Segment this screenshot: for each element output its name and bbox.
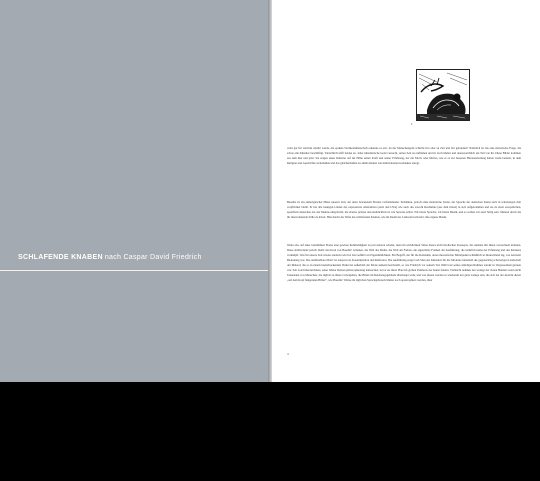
woodcut-image [417,70,469,120]
paragraph-text: Baselitz ist ein anthetypischer Maler unserer Zeit, der unter bewusstem Einsatz verfremdender Techniken, jedoch ohne malerische Ironie, der Sprache der deutschen Kunst auch in schwierigen Zeit verpflichtet bleibt. Er hat alle heutigen Länder der expressiven Abstraktion (auch den USA) wie auch des sowohl Realismus (aus dem Osten) in sich aufgenommen und sie zu einer europäischen, spezifisch deutschen Art des Malens umgeformt, die ebenso präzise und eindrücklich ist wie Sprache selbst. Wir hören Sprache, wir hören Musik, und so sollten wir auch Stilig sein. Malerei durch die ihr innewohnende Stille zu hören. Hier macht der Stille des schlafenden Knaben, wie im Raum der Leinwand schwebt, ihre eigene Musik. [287,200,521,219]
page-number: 4 [287,352,289,356]
chapter-title-main: SCHLAFENDE KNABEN [18,254,103,261]
body-paragraph-1 [287,146,521,166]
chapter-title [18,254,270,261]
paragraph-text: Wenn also auf einer bestimmten Ebene eine gewisse Rohmeldigkeit zu provozieren scheint, denn im wirklichkeit Sinne dieses nicht modischen Konzepts, das niemals mit Ihnen verwechselt könnten. Diese Ambivalenz jedoch bleibt den Kern von Baselitz' Arbeiten, die Welt des Malns, die Welt am Farben, die eigentliche Freiheit der Ausführung, die natürlich keine der Erfahrung und des Könnens verknüpft. Was für unsere Zeit wieder entdeckt wird ist das Gefühl von Eigentümlichkeit. Ein Begriff, der für die Romantik, deren theoretischer Mittelpunkt schließlich in Deutschland lag, von zentraler Bedeutung war. Das unmittelbare Motiv ist Ansporn zu Kontemplation und Reflexion. Die Ausführung zeugt vom Sinn des Künstlers für die Moderne innerhalb der gegenwärtig schwierigen Landschaft der Malerei; die er an einem beeindruckenden Punkt bei außerhalb der Mode stehend beschreibt, so wie Friedrich vor seinem Tod 1840 trotz seines ständigen Ruhmes wieder in Vergessenheit geraten war. Seit Gold überzeichnete, seine Werke bleiben philosophierung unbeachtet, bevor sie ihren Platz im großen Pantheon der Kunst fanden. Vielleicht nehmen nur wenige der vielen Hundert wenn nicht Tausenden von Menschen, die täglich an ihnen vorbeigehen, die Bilder im Reichstagsgebäude überhaupt wahr, und von diesen werden es wiederum nur ganz wenige sein, die sich bei der Ansicht dieser „auf dem Kopf hängenden Bilder“, wie Baselitz’ Werke im täglichen Sprachgebrauch immer noch apostrophiert werden, ihrer [287,243,521,282]
body-paragraph-3 [287,243,521,283]
sleeping-boy-illustration [416,69,470,121]
right-page [272,0,540,382]
title-underline-rule [0,270,270,271]
paragraph-text: wohl gar für verrückt erklärt wurde, die epikeie Nachkommenschaft erkannte es erst. Ist der Menschengeist schlicht frei oder an Zeit und Ort gebunden? Natürlich ist das eine rhetorische Frage, die schon alle Künstler beschäftigt. Tatsächlich trifft beides zu. Jeder künstlerische Geist versucht, seiner Zeit zu entfliehen und ist doch immer und unausweichlich ein Teil von ihr. Diese Bilder kommen aus dem hier und jetzt. Sie zeigen einen Künstler auf der Höhe seiner Kraft und seiner Erfahrung, der ein Motiv oder Motivs, wie er es zur besseren Herausarbeitung haben werkt benutzt, in dem Religion und Geschichte widerhallen und das gleichermaßen zu ambivalenten wie multivalenten Gedanken anregt. [287,146,521,165]
left-page [0,0,270,382]
body-paragraph-2 [287,200,521,220]
figure-number: 1 [411,122,413,126]
chapter-title-subtitle: nach Caspar David Friedrich [104,254,202,261]
